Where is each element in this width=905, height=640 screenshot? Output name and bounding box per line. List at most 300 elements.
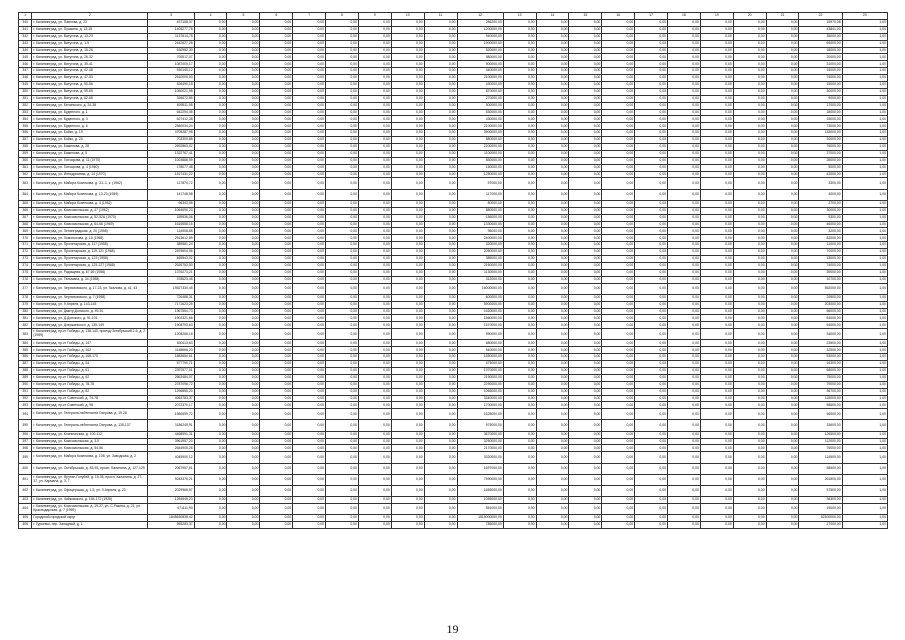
value-cell: 1615558,16 — [148, 221, 194, 228]
value-cell: 0,00 — [733, 381, 766, 388]
address-cell: г. Калининград, ул. Пролетарская, д. 119-121 (1968) — [32, 249, 148, 256]
value-cell: 0,00 — [569, 354, 602, 361]
value-cell: 0,00 — [766, 157, 799, 164]
value-cell: 0,00 — [260, 367, 293, 374]
value-cell: 16300,00 — [799, 361, 842, 368]
value-cell: 4468591,31 — [148, 431, 194, 438]
value-cell: 2190000,00 — [457, 374, 503, 381]
value-cell: 0,00 — [569, 522, 602, 529]
value-cell: 0,00 — [391, 88, 424, 95]
table-row — [19, 367, 888, 374]
value-cell: 0,00 — [503, 150, 536, 157]
address-cell: г. Калининград, ул. Майора Козенкова, д. 3-1-1, к. (1962) — [32, 178, 148, 189]
value-cell: 0,00 — [326, 294, 359, 301]
value-cell: 0,00 — [194, 178, 227, 189]
row-number: 363 — [19, 178, 32, 189]
value-cell: 0,00 — [424, 116, 457, 123]
value-cell: 0,00 — [635, 200, 668, 207]
value-cell: 1,00 — [842, 452, 887, 463]
value-cell: 0,00 — [602, 485, 635, 496]
value-cell: 0,00 — [424, 130, 457, 137]
value-cell: 0,00 — [227, 420, 260, 431]
value-cell: 0,00 — [700, 301, 733, 308]
value-cell: 0,00 — [391, 178, 424, 189]
value-cell: 630982,30 — [148, 47, 194, 54]
row-number: 340 — [19, 20, 32, 27]
value-cell: 0,00 — [602, 322, 635, 329]
value-cell: 1100000,00 — [457, 150, 503, 157]
column-header: 5 — [227, 13, 260, 20]
value-cell: 0,00 — [194, 137, 227, 144]
row-number: 393 — [19, 402, 32, 409]
value-cell: 30000,00 — [799, 88, 842, 95]
value-cell: 0,00 — [326, 503, 359, 514]
value-cell: 0,00 — [602, 116, 635, 123]
value-cell: 0,00 — [569, 269, 602, 276]
value-cell: 0,00 — [227, 68, 260, 75]
value-cell: 0,00 — [227, 308, 260, 315]
value-cell: 2692863,02 — [148, 144, 194, 151]
value-cell: 0,00 — [293, 75, 326, 82]
row-number: 369 — [19, 228, 32, 235]
value-cell: 0,00 — [260, 474, 293, 485]
value-cell: 0,00 — [391, 276, 424, 283]
value-cell: 0,00 — [358, 485, 391, 496]
value-cell: 0,00 — [700, 522, 733, 529]
value-cell: 0,00 — [260, 485, 293, 496]
value-cell: 0,00 — [424, 102, 457, 109]
value-cell: 0,00 — [536, 322, 569, 329]
value-cell: 0,00 — [424, 340, 457, 347]
value-cell: 126500,00 — [799, 431, 842, 438]
value-cell: 15970,08 — [799, 20, 842, 27]
value-cell: 0,00 — [358, 54, 391, 61]
value-cell: 0,00 — [293, 308, 326, 315]
value-cell: 0,00 — [569, 47, 602, 54]
value-cell: 0,00 — [668, 109, 701, 116]
value-cell: 0,00 — [424, 164, 457, 171]
value-cell: 0,00 — [733, 402, 766, 409]
value-cell: 74000,00 — [799, 75, 842, 82]
row-number: 395 — [19, 420, 32, 431]
address-cell: г. Калининград, пр-кт Победы, д. 62 — [32, 374, 148, 381]
value-cell: 0,00 — [194, 61, 227, 68]
value-cell: 0,00 — [766, 374, 799, 381]
value-cell: 0,00 — [700, 474, 733, 485]
row-number: 356 — [19, 130, 32, 137]
value-cell: 0,00 — [602, 178, 635, 189]
value-cell: 0,00 — [536, 40, 569, 47]
value-cell: 0,00 — [227, 189, 260, 200]
value-cell: 0,00 — [424, 402, 457, 409]
value-cell: 0,00 — [424, 283, 457, 294]
value-cell: 0,00 — [391, 144, 424, 151]
value-cell: 0,00 — [194, 189, 227, 200]
value-cell: 0,00 — [536, 47, 569, 54]
value-cell: 0,00 — [733, 269, 766, 276]
value-cell: 0,00 — [733, 255, 766, 262]
value-cell: 0,00 — [635, 130, 668, 137]
value-cell: 0,00 — [733, 283, 766, 294]
value-cell: 0,00 — [358, 445, 391, 452]
value-cell: 11000,00 — [799, 242, 842, 249]
value-cell: 0,00 — [293, 102, 326, 109]
value-cell: 0,00 — [194, 269, 227, 276]
value-cell: 0,00 — [358, 178, 391, 189]
address-cell: г. Калининград, пр-кт Победы, д. 78-78 — [32, 381, 148, 388]
value-cell: 320000,00 — [457, 242, 503, 249]
value-cell: 440000,00 — [457, 68, 503, 75]
value-cell: 0,00 — [260, 95, 293, 102]
value-cell: 0,00 — [569, 308, 602, 315]
value-cell: 0,00 — [293, 137, 326, 144]
value-cell: 0,00 — [326, 54, 359, 61]
address-cell: г. Калининград, ул. Чайковского, д. 164-172 (1928) — [32, 497, 148, 504]
value-cell: 1,00 — [842, 61, 887, 68]
value-cell: 0,00 — [260, 374, 293, 381]
value-cell: 0,00 — [260, 522, 293, 529]
value-cell: 0,00 — [326, 452, 359, 463]
value-cell: 580000,00 — [457, 54, 503, 61]
value-cell: 0,00 — [293, 61, 326, 68]
value-cell: 0,00 — [700, 26, 733, 33]
value-cell: 0,00 — [358, 315, 391, 322]
address-cell: г. Калининград, ул. Дмитр.Донского, д. 49-51 — [32, 308, 148, 315]
value-cell: 1,00 — [842, 308, 887, 315]
value-cell: 0,00 — [536, 294, 569, 301]
value-cell: 0,00 — [668, 130, 701, 137]
value-cell: 0,00 — [194, 249, 227, 256]
value-cell: 0,00 — [635, 269, 668, 276]
value-cell: 0,00 — [668, 269, 701, 276]
value-cell: 0,00 — [668, 123, 701, 130]
value-cell: 1,00 — [842, 68, 887, 75]
value-cell: 0,00 — [391, 189, 424, 200]
table-row — [19, 82, 888, 89]
value-cell: 0,00 — [700, 102, 733, 109]
address-cell: г. Калининград, ул. Гончарова, д. 11 (1970) — [32, 157, 148, 164]
value-cell: 0,00 — [602, 381, 635, 388]
value-cell: 0,00 — [194, 374, 227, 381]
value-cell: 20000,00 — [799, 137, 842, 144]
column-header: 14 — [536, 13, 569, 20]
value-cell: 0,00 — [503, 515, 536, 522]
value-cell: 0,00 — [569, 82, 602, 89]
value-cell: 0,00 — [602, 474, 635, 485]
value-cell: 0,00 — [424, 88, 457, 95]
value-cell: 0,00 — [668, 249, 701, 256]
value-cell: 0,00 — [424, 150, 457, 157]
row-number: 401 — [19, 474, 32, 485]
value-cell: 0,00 — [536, 20, 569, 27]
value-cell: 0,00 — [569, 395, 602, 402]
value-cell: 870000,00 — [457, 88, 503, 95]
address-cell: г. Калининград, ул. 9 Апреля, д. 143-145 — [32, 301, 148, 308]
value-cell: 0,00 — [194, 255, 227, 262]
value-cell: 0,00 — [194, 276, 227, 283]
address-cell: г. Калининград, ул. Баженова, д. 5 — [32, 150, 148, 157]
column-header: 7 — [293, 13, 326, 20]
value-cell: 955283,37 — [148, 522, 194, 529]
value-cell: 0,00 — [569, 283, 602, 294]
value-cell: 1550000,00 — [457, 354, 503, 361]
value-cell: 189536,06 — [148, 214, 194, 221]
value-cell: 1,00 — [842, 463, 887, 474]
value-cell: 0,00 — [293, 503, 326, 514]
row-number: 372 — [19, 249, 32, 256]
value-cell: 1,00 — [842, 144, 887, 151]
value-cell: 1,00 — [842, 269, 887, 276]
value-cell: 0,00 — [503, 283, 536, 294]
value-cell: 0,00 — [668, 445, 701, 452]
value-cell: 0,00 — [503, 189, 536, 200]
value-cell: 0,00 — [358, 329, 391, 340]
value-cell: 0,00 — [733, 109, 766, 116]
value-cell: 0,00 — [194, 388, 227, 395]
value-cell: 19527330,45 — [148, 283, 194, 294]
value-cell: 0,00 — [635, 123, 668, 130]
value-cell: 0,00 — [326, 374, 359, 381]
value-cell: 0,00 — [391, 409, 424, 420]
value-cell: 0,00 — [766, 301, 799, 308]
value-cell: 0,00 — [602, 200, 635, 207]
value-cell: 0,00 — [766, 144, 799, 151]
value-cell: 0,00 — [326, 438, 359, 445]
table-row — [19, 431, 888, 438]
value-cell: 0,00 — [227, 367, 260, 374]
table-row — [19, 452, 888, 463]
value-cell: 0,00 — [326, 381, 359, 388]
value-cell: 0,00 — [700, 308, 733, 315]
value-cell: 0,00 — [260, 463, 293, 474]
value-cell: 0,00 — [733, 438, 766, 445]
value-cell: 0,00 — [569, 438, 602, 445]
address-cell: г. Калининград, ул. Октябрьская, д. 83-93, просп. Калинина, д. 127-129 — [32, 463, 148, 474]
value-cell: 0,00 — [260, 33, 293, 40]
value-cell: 0,00 — [536, 68, 569, 75]
value-cell: 0,00 — [733, 395, 766, 402]
table-body — [19, 20, 888, 529]
value-cell: 95000,00 — [457, 228, 503, 235]
value-cell: 1,00 — [842, 402, 887, 409]
value-cell: 0,00 — [602, 255, 635, 262]
value-cell: 0,00 — [766, 123, 799, 130]
value-cell: 0,00 — [424, 276, 457, 283]
column-header: 10 — [391, 13, 424, 20]
value-cell: 0,00 — [358, 75, 391, 82]
value-cell: 1,00 — [842, 522, 887, 529]
value-cell: 0,00 — [536, 137, 569, 144]
value-cell: 0,00 — [733, 102, 766, 109]
value-cell: 0,00 — [227, 485, 260, 496]
value-cell: 0,00 — [536, 255, 569, 262]
row-number: 386 — [19, 354, 32, 361]
value-cell: 1322767,41 — [148, 150, 194, 157]
value-cell: 1883654,61 — [148, 354, 194, 361]
value-cell: 0,00 — [260, 381, 293, 388]
value-cell: 0,00 — [569, 221, 602, 228]
value-cell: 0,00 — [391, 301, 424, 308]
column-header: 9 — [358, 13, 391, 20]
value-cell: 0,00 — [227, 88, 260, 95]
value-cell: 0,00 — [536, 214, 569, 221]
address-cell: г. Калининград, ул. Комсомольская, д. 3-9 — [32, 438, 148, 445]
value-cell: 0,00 — [326, 255, 359, 262]
value-cell: 0,00 — [227, 123, 260, 130]
value-cell: 0,00 — [700, 214, 733, 221]
column-header: 11 — [424, 13, 457, 20]
value-cell: 0,00 — [293, 242, 326, 249]
value-cell: 0,00 — [700, 249, 733, 256]
value-cell: 0,00 — [569, 340, 602, 347]
value-cell: 1,00 — [842, 109, 887, 116]
value-cell: 1,00 — [842, 189, 887, 200]
value-cell: 0,00 — [602, 95, 635, 102]
value-cell: 0,00 — [391, 381, 424, 388]
value-cell: 0,00 — [194, 75, 227, 82]
value-cell: 0,00 — [358, 214, 391, 221]
value-cell: 0,00 — [227, 497, 260, 504]
column-header: 22 — [799, 13, 842, 20]
table-row — [19, 20, 888, 27]
value-cell: 0,00 — [424, 242, 457, 249]
value-cell: 0,00 — [424, 445, 457, 452]
value-cell: 0,00 — [668, 463, 701, 474]
value-cell: 0,00 — [293, 144, 326, 151]
value-cell: 0,00 — [391, 150, 424, 157]
value-cell: 2663484,07 — [148, 374, 194, 381]
value-cell: 0,00 — [700, 420, 733, 431]
value-cell: 3250000,00 — [457, 438, 503, 445]
value-cell: 0,00 — [536, 503, 569, 514]
value-cell: 0,00 — [293, 431, 326, 438]
value-cell: 0,00 — [260, 144, 293, 151]
value-cell: 0,00 — [668, 82, 701, 89]
value-cell: 0,00 — [700, 262, 733, 269]
value-cell: 2160000,00 — [457, 262, 503, 269]
row-number: 402 — [19, 485, 32, 496]
value-cell: 0,00 — [227, 452, 260, 463]
value-cell: 0,00 — [326, 354, 359, 361]
value-cell: 0,00 — [194, 47, 227, 54]
value-cell: 1,00 — [842, 255, 887, 262]
value-cell: 0,00 — [424, 68, 457, 75]
table-row — [19, 214, 888, 221]
value-cell: 526490,15 — [148, 82, 194, 89]
value-cell: 0,00 — [700, 402, 733, 409]
value-cell: 0,00 — [227, 322, 260, 329]
value-cell: 0,00 — [260, 189, 293, 200]
value-cell: 0,00 — [766, 420, 799, 431]
value-cell: 609511,55 — [148, 102, 194, 109]
value-cell: 0,00 — [733, 207, 766, 214]
value-cell: 0,00 — [293, 207, 326, 214]
value-cell: 0,00 — [358, 374, 391, 381]
value-cell: 0,00 — [766, 381, 799, 388]
value-cell: 0,00 — [503, 503, 536, 514]
value-cell: 0,00 — [668, 283, 701, 294]
value-cell: 286200,00 — [457, 20, 503, 27]
value-cell: 0,00 — [293, 367, 326, 374]
value-cell: 0,00 — [260, 322, 293, 329]
value-cell: 0,00 — [700, 235, 733, 242]
value-cell: 0,00 — [293, 354, 326, 361]
table-row — [19, 347, 888, 354]
value-cell: 0,00 — [227, 137, 260, 144]
value-cell: 0,00 — [391, 438, 424, 445]
value-cell: 0,00 — [358, 82, 391, 89]
value-cell: 0,00 — [602, 452, 635, 463]
value-cell: 0,00 — [260, 47, 293, 54]
value-cell: 0,00 — [391, 61, 424, 68]
value-cell: 1,00 — [842, 431, 887, 438]
value-cell: 0,00 — [700, 395, 733, 402]
value-cell: 0,00 — [635, 20, 668, 27]
address-cell: г. Калининград, ул. Комсомольская, д. 19-27, ул. С.Разина, д. 21, ул. Краснодарская, д. 7 (1959) — [32, 503, 148, 514]
value-cell: 0,00 — [424, 497, 457, 504]
value-cell: 7171623,25 — [148, 301, 194, 308]
value-cell: 0,00 — [569, 255, 602, 262]
value-cell: 1,00 — [842, 137, 887, 144]
value-cell: 4705287,98 — [148, 130, 194, 137]
value-cell: 1625000,00 — [457, 409, 503, 420]
value-cell: 0,00 — [766, 20, 799, 27]
value-cell: 0,00 — [635, 283, 668, 294]
value-cell: 0,00 — [260, 102, 293, 109]
value-cell: 0,00 — [260, 402, 293, 409]
value-cell: 0,00 — [536, 515, 569, 522]
value-cell: 0,00 — [733, 308, 766, 315]
value-cell: 0,00 — [635, 68, 668, 75]
value-cell: 0,00 — [536, 485, 569, 496]
value-cell: 0,00 — [194, 88, 227, 95]
value-cell: 0,00 — [358, 322, 391, 329]
value-cell: 0,00 — [700, 242, 733, 249]
value-cell: 1,00 — [842, 171, 887, 178]
value-cell: 0,00 — [602, 503, 635, 514]
value-cell: 1,00 — [842, 329, 887, 340]
value-cell: 1515000000,00 — [457, 515, 503, 522]
value-cell: 0,00 — [635, 157, 668, 164]
value-cell: 0,00 — [391, 308, 424, 315]
value-cell: 0,00 — [391, 322, 424, 329]
value-cell: 0,00 — [503, 409, 536, 420]
value-cell: 0,00 — [668, 308, 701, 315]
value-cell: 0,00 — [700, 322, 733, 329]
value-cell: 0,00 — [260, 445, 293, 452]
value-cell: 2787098,72 — [148, 381, 194, 388]
value-cell: 0,00 — [668, 75, 701, 82]
address-cell: г. Калининград, ул. Ватутина, д. 16-26 — [32, 47, 148, 54]
value-cell: 0,00 — [766, 276, 799, 283]
column-header: 13 — [503, 13, 536, 20]
value-cell: 0,00 — [293, 409, 326, 420]
value-cell: 0,00 — [602, 228, 635, 235]
value-cell: 1208268,18 — [148, 329, 194, 340]
row-number: 396 — [19, 431, 32, 438]
value-cell: 0,00 — [227, 214, 260, 221]
value-cell: 270000,00 — [457, 95, 503, 102]
value-cell: 0,00 — [503, 262, 536, 269]
value-cell: 0,00 — [194, 497, 227, 504]
value-cell: 0,00 — [602, 82, 635, 89]
value-cell: 0,00 — [766, 130, 799, 137]
value-cell: 0,00 — [260, 431, 293, 438]
address-cell: г. Калининград, пр-кт Победы, д. 147 — [32, 340, 148, 347]
row-number: 355 — [19, 123, 32, 130]
value-cell: 0,00 — [569, 200, 602, 207]
value-cell: 1,00 — [842, 26, 887, 33]
